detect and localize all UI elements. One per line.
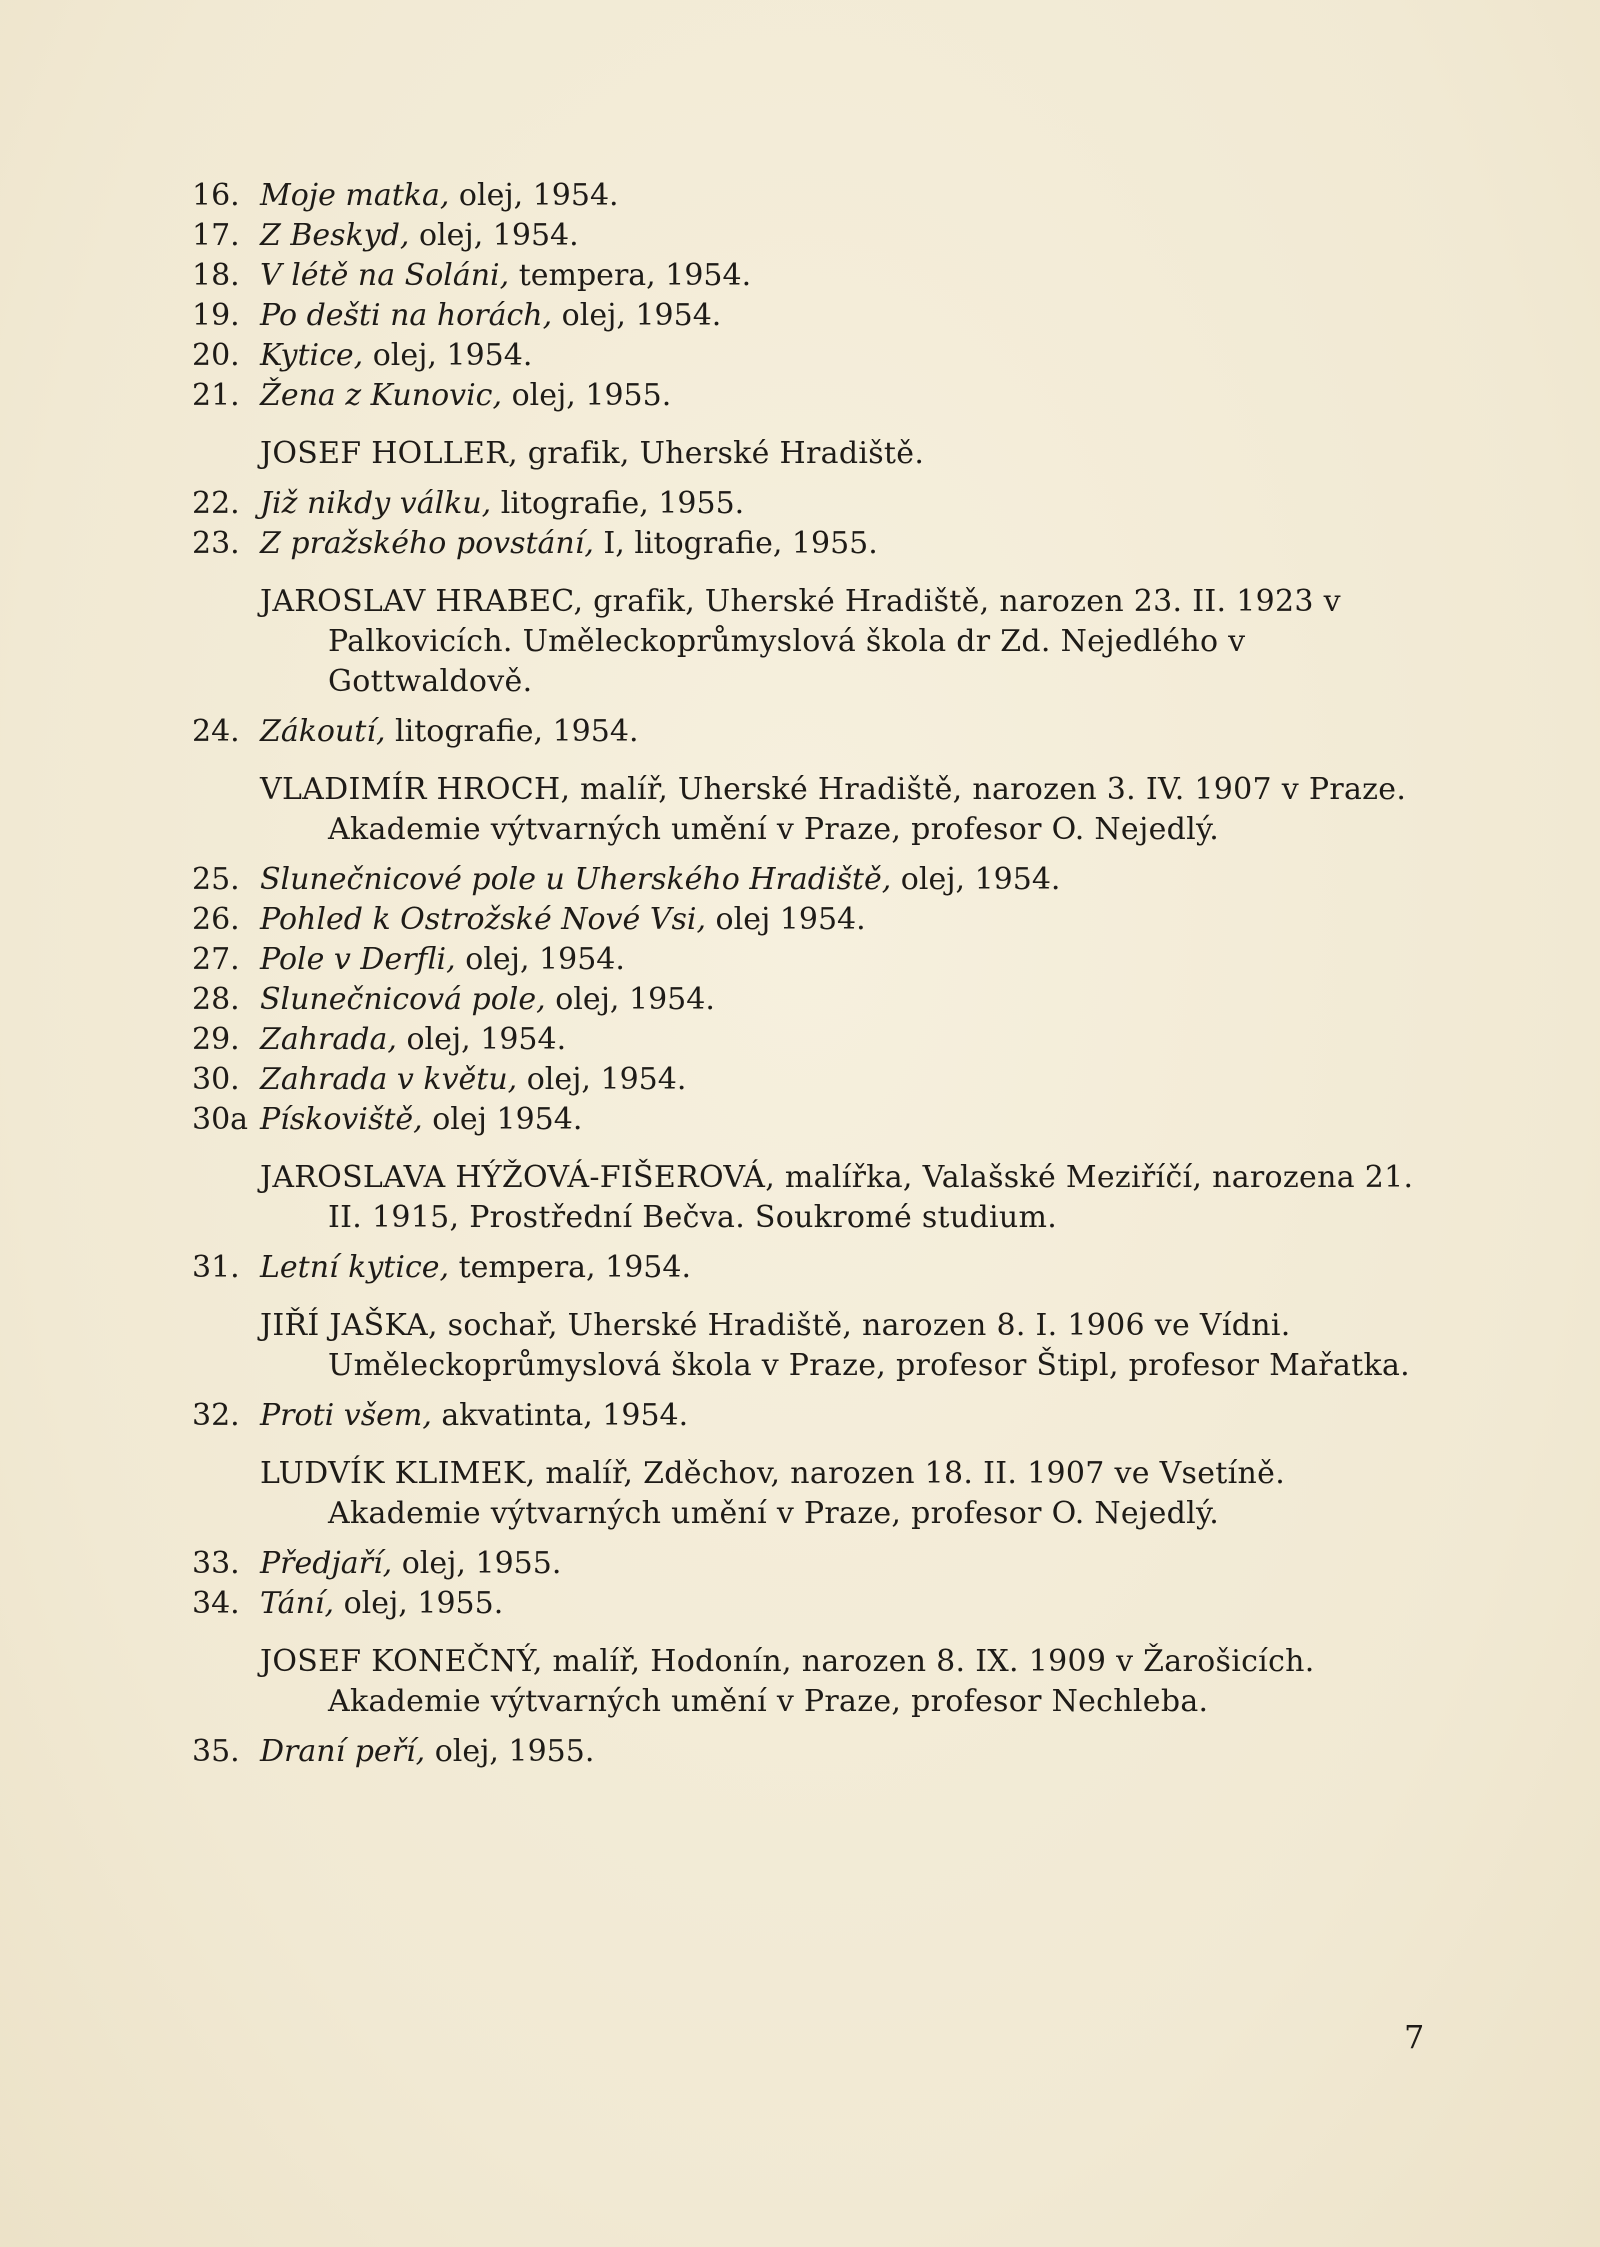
entry-text	[260, 860, 1060, 900]
entry-number: 20.	[192, 338, 240, 373]
entry-text	[260, 900, 866, 940]
artwork-details: olej, 1955.	[334, 1586, 504, 1621]
catalog-entry	[192, 1544, 1432, 1584]
artist-bio-text: JIŘÍ JAŠKA, sochař, Uherské Hradiště, narozen 8. I. 1906 ve Vídni. Uměleckoprůmyslová škola v Praze, profesor Štipl, profesor Mařatka.	[260, 1308, 1410, 1383]
entry-number: 28.	[192, 982, 240, 1017]
entry-number: 22.	[192, 486, 240, 521]
entry-text	[260, 296, 721, 336]
entry-text	[260, 176, 619, 216]
artwork-details: olej, 1955.	[392, 1546, 562, 1581]
artwork-details: litografie, 1955.	[491, 486, 745, 521]
artist-bio	[260, 1642, 1432, 1722]
artwork-title: Z pražského povstání,	[260, 526, 594, 561]
catalog-entry	[192, 176, 1432, 216]
entry-text	[260, 256, 751, 296]
artwork-title: Pohled k Ostrožské Nové Vsi,	[260, 902, 707, 937]
artwork-details: olej, 1954.	[517, 1062, 687, 1097]
artwork-details: I, litografie, 1955.	[593, 526, 878, 561]
entry-number: 33.	[192, 1546, 240, 1581]
catalog-entry	[192, 1020, 1432, 1060]
artwork-title: Zákoutí,	[260, 714, 386, 749]
entry-text	[260, 484, 744, 524]
artwork-title: Po dešti na horách,	[260, 298, 553, 333]
artwork-title: Draní peří,	[260, 1734, 426, 1769]
artwork-details: olej, 1954.	[409, 218, 579, 253]
artwork-details: tempera, 1954.	[449, 1250, 691, 1285]
entry-number: 29.	[192, 1022, 240, 1057]
artwork-title: Z Beskyd,	[260, 218, 410, 253]
catalog-entry	[192, 1584, 1432, 1624]
artwork-details: olej, 1954.	[891, 862, 1061, 897]
artwork-details: akvatinta, 1954.	[431, 1398, 689, 1433]
entry-number: 21.	[192, 378, 240, 413]
artwork-details: olej 1954.	[706, 902, 866, 937]
catalog-entry	[192, 216, 1432, 256]
entry-text	[260, 1248, 691, 1288]
artwork-details: olej, 1955.	[502, 378, 672, 413]
entry-text	[260, 216, 579, 256]
entry-text	[260, 712, 638, 752]
catalog-entry	[192, 860, 1432, 900]
entry-number: 32.	[192, 1398, 240, 1433]
artist-bio-text: JAROSLAVA HÝŽOVÁ-FIŠEROVÁ, malířka, Valašské Meziříčí, narozena 21. II. 1915, Prostřední Bečva. Soukromé studium.	[260, 1160, 1414, 1235]
entry-number: 24.	[192, 714, 240, 749]
artist-bio	[260, 770, 1432, 850]
artwork-details: tempera, 1954.	[509, 258, 752, 293]
entry-text	[260, 1020, 566, 1060]
artwork-details: olej, 1954.	[363, 338, 533, 373]
entry-number: 25.	[192, 862, 240, 897]
artwork-details: olej, 1954.	[552, 298, 722, 333]
catalog-entry	[192, 1248, 1432, 1288]
catalog-entry	[192, 1060, 1432, 1100]
artwork-title: Pískoviště,	[260, 1102, 423, 1137]
artwork-title: Zahrada,	[260, 1022, 397, 1057]
entry-number: 17.	[192, 218, 240, 253]
entry-text	[260, 1100, 582, 1140]
artwork-details: olej, 1954.	[396, 1022, 567, 1057]
entry-number: 23.	[192, 526, 240, 561]
artwork-title: Letní kytice,	[260, 1250, 450, 1285]
artist-bio	[260, 434, 1432, 474]
entry-text	[260, 980, 715, 1020]
catalog-entry	[192, 1732, 1432, 1772]
entry-text	[260, 1060, 686, 1100]
catalog-entry	[192, 376, 1432, 416]
artwork-title: Tání,	[260, 1586, 335, 1621]
artwork-title: Předjaří,	[260, 1546, 393, 1581]
entry-number: 18.	[192, 258, 240, 293]
catalog-entry	[192, 336, 1432, 376]
artwork-title: Již nikdy válku,	[260, 486, 492, 521]
artist-bio-text: JOSEF HOLLER, grafik, Uherské Hradiště.	[260, 436, 925, 471]
entry-text	[260, 376, 671, 416]
entry-text	[260, 336, 532, 376]
artist-bio-text: JOSEF KONEČNÝ, malíř, Hodonín, narozen 8. IX. 1909 v Žarošicích. Akademie výtvarných umění v Praze, profesor Nechleba.	[260, 1644, 1315, 1719]
artist-bio	[260, 1306, 1432, 1386]
artwork-title: Pole v Derfli,	[260, 942, 456, 977]
entry-text	[260, 1584, 503, 1624]
artwork-title: Proti všem,	[260, 1398, 432, 1433]
entry-number: 35.	[192, 1734, 240, 1769]
catalog-entry	[192, 524, 1432, 564]
entry-text	[260, 1544, 561, 1584]
catalog-entry	[192, 296, 1432, 336]
artist-bio	[260, 582, 1432, 702]
artist-bio-text: JAROSLAV HRABEC, grafik, Uherské Hradiště, narozen 23. II. 1923 v Palkovicích. Uměleckoprůmyslová škola dr Zd. Nejedlého v Gottwaldově.	[260, 584, 1341, 699]
catalog-entry	[192, 712, 1432, 752]
entry-number: 19.	[192, 298, 240, 333]
artist-bio	[260, 1158, 1432, 1238]
entry-number: 16.	[192, 178, 240, 213]
entry-number: 34.	[192, 1586, 240, 1621]
artwork-details: litografie, 1954.	[385, 714, 639, 749]
artist-bio-text: VLADIMÍR HROCH, malíř, Uherské Hradiště, narozen 3. IV. 1907 v Praze. Akademie výtvarných umění v Praze, profesor O. Nejedlý.	[260, 772, 1407, 847]
entry-text	[260, 940, 625, 980]
catalog-list	[192, 176, 1432, 1772]
artwork-title: Slunečnicová pole,	[260, 982, 546, 1017]
entry-number: 30a	[192, 1102, 249, 1137]
artwork-title: Moje matka,	[260, 178, 450, 213]
artwork-details: olej, 1954.	[545, 982, 715, 1017]
artwork-title: Žena z Kunovic,	[260, 378, 503, 413]
artist-bio	[260, 1454, 1432, 1534]
artwork-title: Zahrada v květu,	[260, 1062, 518, 1097]
entry-text	[260, 1396, 688, 1436]
artwork-title: Kytice,	[260, 338, 364, 373]
catalog-entry	[192, 484, 1432, 524]
entry-number: 26.	[192, 902, 240, 937]
artwork-title: V létě na Soláni,	[260, 258, 510, 293]
entry-number: 30.	[192, 1062, 240, 1097]
catalog-entry	[192, 900, 1432, 940]
entry-text	[260, 1732, 594, 1772]
artwork-details: olej, 1954.	[455, 942, 625, 977]
catalog-entry	[192, 1100, 1432, 1140]
catalog-entry	[192, 256, 1432, 296]
artist-bio-text: LUDVÍK KLIMEK, malíř, Zděchov, narozen 18. II. 1907 ve Vsetíně. Akademie výtvarných umění v Praze, profesor O. Nejedlý.	[260, 1456, 1286, 1531]
catalog-entry	[192, 980, 1432, 1020]
entry-number: 31.	[192, 1250, 240, 1285]
artwork-details: olej, 1955.	[425, 1734, 595, 1769]
entry-number: 27.	[192, 942, 240, 977]
artwork-details: olej, 1954.	[449, 178, 619, 213]
page-number: 7	[1404, 2018, 1425, 2056]
catalog-entry	[192, 1396, 1432, 1436]
artwork-details: olej 1954.	[422, 1102, 583, 1137]
entry-text	[260, 524, 878, 564]
catalog-entry	[192, 940, 1432, 980]
artwork-title: Slunečnicové pole u Uherského Hradiště,	[260, 862, 892, 897]
